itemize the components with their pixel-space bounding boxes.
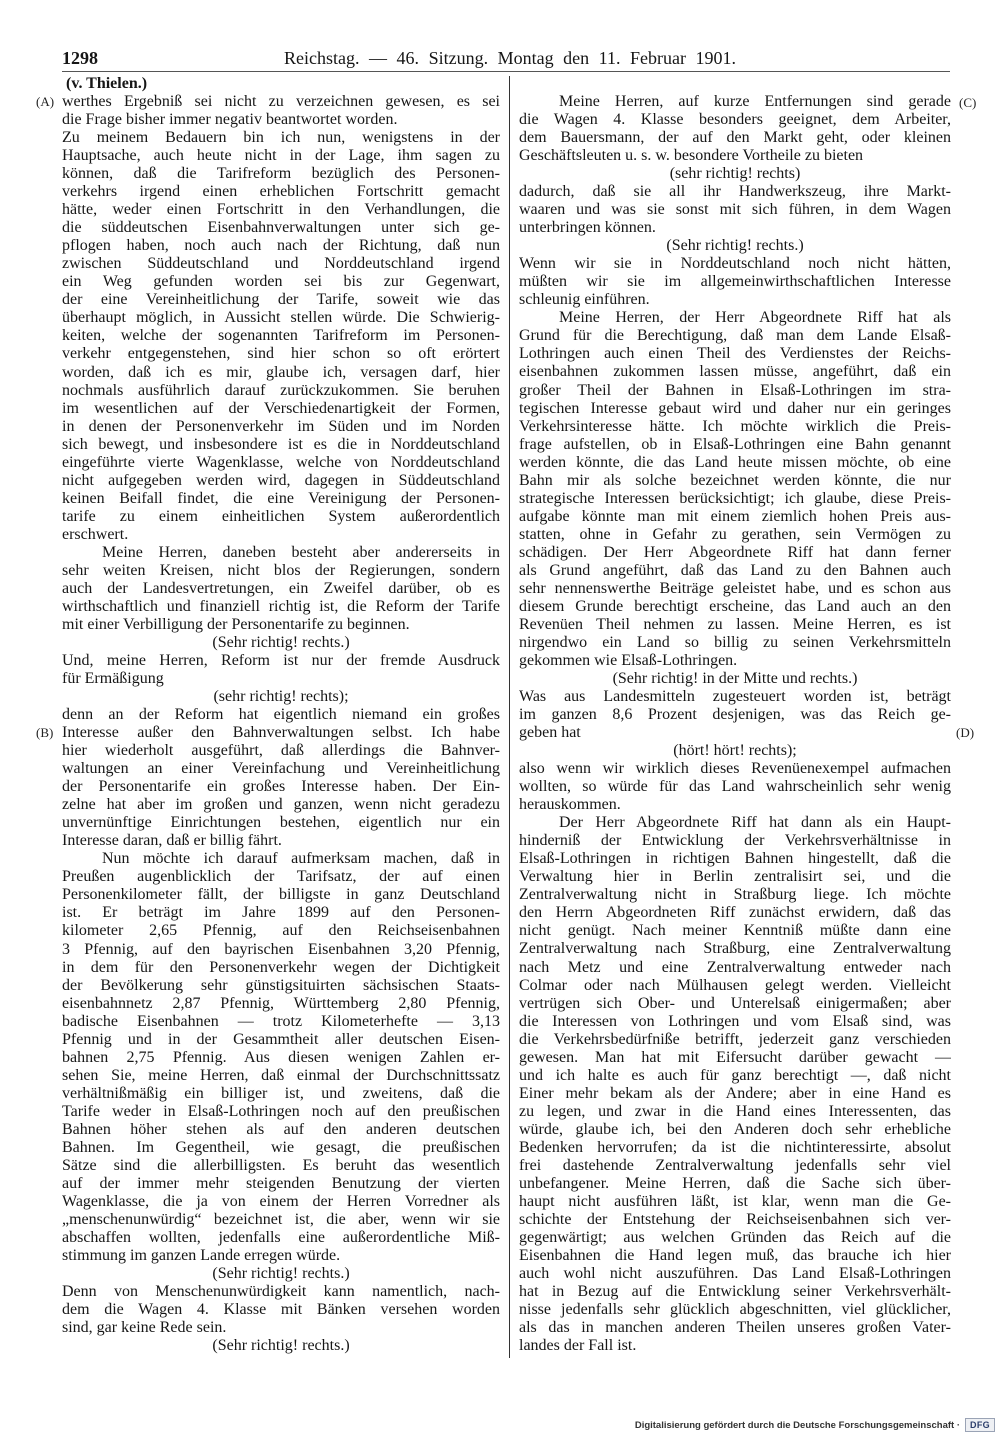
text-line: auch wohl nicht auszuführen. Das Land Elsaß-Lothringen <box>519 1265 951 1283</box>
text-line: sehr nennenswerthe Beiträge geleistet habe, und es schon aus <box>519 579 951 597</box>
margin-mark-a: (A) <box>36 94 55 109</box>
text-line: überhaupt möglich, in Aussicht stellen würde. Die Schwierig- <box>62 309 500 327</box>
text-line: schleunig einführen. <box>519 291 650 309</box>
text-line: in dem für den Personenverkehr wegen der Dichtigkeit <box>62 958 500 976</box>
speaker-name: (v. Thielen.) <box>66 75 148 92</box>
text-line: hat in Bezug auf die Entwicklung seiner Verkehrsverhält- <box>519 1283 951 1301</box>
text-line: Bahnen höher stehen als auf den anderen deutschen <box>62 1120 500 1138</box>
text-line: sind, gar keine Rede sein. <box>62 1319 227 1337</box>
text-line: Tarife weder in Elsaß-Lothringen noch auf den preußischen <box>62 1102 500 1120</box>
text-line: Verkehrsinteresse hätte. Ich möchte wirklich die Preis- <box>519 417 951 435</box>
text-line: zelne hat aber im großen und ganzen, wenn nicht geradezu <box>62 796 500 814</box>
text-line: nach Metz und eine Zentralverwaltung entweder nach <box>519 958 951 976</box>
text-line: in denen der Personenverkehr im Süden und im Norden <box>62 417 500 435</box>
text-line: auch der Landesvertretungen, ein Zweifel darüber, ob es <box>62 579 500 597</box>
text-line: den Herrn Abgeordneten Riff zunächst erwidern, daß das <box>519 904 951 922</box>
header-rule <box>62 71 950 72</box>
interjection: (Sehr richtig! rechts.) <box>666 237 804 255</box>
text-line: hinderniß der Entwicklung der Verkehrsverhältnisse in <box>519 832 951 850</box>
text-line: statten, ohne in Gefahr zu gerathen, sein Vermögen zu <box>519 525 951 543</box>
text-line: Pfennig und in der Gesammtheit aller deutschen Eisen- <box>62 1030 500 1048</box>
text-line: gegenwärtigt; aus welchen Gründen das Reich auf die <box>519 1228 951 1246</box>
text-line: kilometer 2,65 Pfennig, auf den Reichseisenbahnen <box>62 922 500 940</box>
text-line: stimmung im ganzen Lande erregen würde. <box>62 1247 341 1265</box>
text-line: verhältnißmäßig ein billiger ist, und zweitens, daß die <box>62 1084 500 1102</box>
text-line: als Grund angeführt, daß das Land zu den Bahnen auch <box>519 561 951 579</box>
text-line: Geschäftsleuten u. s. w. besondere Vortheile zu bieten <box>519 147 864 165</box>
text-line: frage aufstellen, ob in Elsaß-Lothringen eine Bahn genannt <box>519 435 951 453</box>
text-line: die Verkehrsbedürfniße betrifft, jederzeit ganz verschieden <box>519 1030 951 1048</box>
text-line: Hauptsache, auch heute nicht in der Lage, ihm sagen zu <box>62 147 500 165</box>
text-line: nochmals ausführlich darauf zurückzukommen. Sie beruhen <box>62 381 500 399</box>
text-line: Meine Herren, auf kurze Entfernungen sind gerade <box>559 93 951 110</box>
text-line: für Ermäßigung <box>62 670 164 688</box>
text-line: schädigen. Der Herr Abgeordnete Riff hat dann ferner <box>519 543 951 561</box>
text-line: badische Eisenbahnen — trotz Kilometerhefte — 3,13 <box>62 1012 500 1030</box>
text-line: Bahnen. Im Gegentheil, wie gesagt, die preußischen <box>62 1138 500 1156</box>
text-line: Meine Herren, daneben besteht aber andererseits in <box>102 543 500 561</box>
text-line: verkehrs irgend einen erheblichen Fortschritt gemacht <box>62 183 500 201</box>
interjection: (Sehr richtig! rechts.) <box>212 633 350 651</box>
text-line: worden, daß ich es mir, glaube ich, versagen darf, hier <box>62 363 500 381</box>
text-line: hätte, weder einen Fortschritt in den Verhandlungen, die <box>62 201 500 219</box>
text-line: Einer mehr bekam als der Andere; aber in eine Hand es <box>519 1084 951 1102</box>
text-line: unbefangener. Meine Herren, daß die Sache sich über- <box>519 1174 951 1192</box>
margin-mark-b: (B) <box>36 725 54 740</box>
text-line: großer Theil der Bahnen in Elsaß-Lothringen im stra- <box>519 381 951 399</box>
text-line: Zu meinem Bedauern bin ich nun, wenigstens in der <box>62 129 500 147</box>
text-line: geben hat <box>519 724 581 742</box>
text-line: strategische Interessen berücksichtigt; ich glaube, diese Preis- <box>519 489 951 507</box>
text-line: hier wiederholt ausgeführt, daß allerdings die Bahnver- <box>62 742 500 760</box>
text-line: nisse jedenfalls sehr glücklich abgeschnitten, viel glücklicher, <box>519 1301 951 1319</box>
text-line: Der Herr Abgeordnete Riff hat dann als ein Haupt- <box>559 814 951 832</box>
text-line: nirgendwo ein Land so billig zu seinen Verkehrsmitteln <box>519 633 951 651</box>
text-line: Verwaltung hier in Berlin zentralisirt sei, und die <box>519 868 951 886</box>
text-line: gekommen wie Elsaß-Lothringen. <box>519 651 738 669</box>
text-line: Grund für die Berechtigung, daß man dem Lande Elsaß- <box>519 327 951 345</box>
text-line: verkehr entgegenstehen, sind hier schon so oft erörtert <box>62 345 500 363</box>
text-line: unterbringen können. <box>519 219 656 237</box>
interjection: (sehr richtig! rechts) <box>669 165 801 183</box>
text-line: haupt nicht ausführen läßt, ist klar, wenn man die Ge- <box>519 1192 951 1210</box>
text-line: sehen Sie, meine Herren, daß einmal der Durchschnittssatz <box>62 1066 500 1084</box>
text-line: gewesen. Man hat mit Eifersucht darüber gewacht — <box>519 1048 951 1066</box>
text-line: pflogen haben, noch auch nach der Richtung, daß nun <box>62 237 500 255</box>
left-column <box>62 75 500 1355</box>
text-line: und ich halte es auch für ganz berechtigt —, daß nicht <box>519 1066 951 1084</box>
column-divider <box>509 76 510 1358</box>
text-line: Wagenklasse, die ja von einem der Herren Vorredner als <box>62 1192 500 1210</box>
text-line: aufgabe könnte man mit einem ziemlich hohen Preis aus- <box>519 507 951 525</box>
interjection: (sehr richtig! rechts); <box>213 688 349 706</box>
text-line: die Interessen von Lothringen und vom Elsaß sind, was <box>519 1012 951 1030</box>
text-line: nicht aufgegeben werden wird, dagegen in Süddeutschland <box>62 471 500 489</box>
text-line: Meine Herren, der Herr Abgeordnete Riff hat als <box>559 309 951 327</box>
text-line: die Frage bisher immer negativ beantwortet worden. <box>62 111 398 129</box>
text-line: sehr weiten Kreisen, nicht blos der Regierungen, sondern <box>62 561 500 579</box>
text-line: zu legen, und zwar in die Hand eines Interessenten, das <box>519 1102 951 1120</box>
interjection: (Sehr richtig! rechts.) <box>212 1337 350 1355</box>
page-number: 1298 <box>62 48 98 68</box>
text-line: zwischen Süddeutschland und Norddeutschland irgend <box>62 255 500 273</box>
text-line: Zentralverwaltung nicht in Straßburg liege. Ich möchte <box>519 886 951 904</box>
text-line: unvernünftige Einrichtungen bestehen, eigentlich nur ein <box>62 814 500 832</box>
text-line: müßten wir sie im allgemeinwirthschaftlichen Interesse <box>519 273 951 291</box>
text-line: eisenbahnnetz 2,87 Pfennig, Württemberg 2,80 Pfennig, <box>62 994 500 1012</box>
text-line: mit einer Verbilligung der Personentarife zu beginnen. <box>62 615 410 633</box>
text-line: ist. Er beträgt im Jahre 1899 auf den Personen- <box>62 904 500 922</box>
text-line: Nun möchte ich darauf aufmerksam machen, daß in <box>102 850 500 868</box>
text-line: dem Bauersmann, der auf den Markt geht, oder kleinen <box>519 129 951 147</box>
text-line: landes der Fall ist. <box>519 1337 637 1355</box>
text-line: keinen Beifall findet, die eine Vereinigung der Personen- <box>62 489 500 507</box>
text-line: können, daß die Tarifreform bezüglich des Personen- <box>62 165 500 183</box>
text-line: der Personentarife ein großes Interesse haben. Der Ein- <box>62 778 500 796</box>
text-line: denn an der Reform hat eigentlich niemand ein großes <box>62 706 500 724</box>
text-line: ein Weg gefunden worden sei bis zur Gegenwart, <box>62 273 500 291</box>
text-line: 3 Pfennig, auf den bayrischen Eisenbahnen 3,20 Pfennig, <box>62 940 500 958</box>
text-line: Zentralverwaltung nach Straßburg, eine Zentralverwaltung <box>519 940 951 958</box>
text-line: dadurch, daß sie all ihr Handwerkszeug, ihre Markt- <box>519 183 951 201</box>
text-line: Lothringen auch einen Theil des Verdienstes der Reichs- <box>519 345 951 363</box>
text-line: vertrügen sich Ober- und Unterelsaß einigermaßen; aber <box>519 994 951 1012</box>
text-line: die süddeutschen Eisenbahnverwaltungen unter sich ge- <box>62 219 500 237</box>
text-line: dem die Wagen 4. Klasse mit Bänken versehen worden <box>62 1301 500 1319</box>
text-line: Revenüen Theil nehmen zu lassen. Meine Herren, es ist <box>519 615 951 633</box>
text-line: erschwert. <box>62 525 129 543</box>
text-line: nicht genügt. Nach meiner Kenntniß müßte dann eine <box>519 922 951 940</box>
text-line: Colmar oder nach Mülhausen gelegt werden. Vielleicht <box>519 976 951 994</box>
text-line: waltungen an einer Vereinfachung und Vereinheitlichung <box>62 760 500 778</box>
text-line: würde, glaube ich, bei den Anderen doch sehr erhebliche <box>519 1120 951 1138</box>
text-line: diesem Grunde berechtigt erscheine, das Land auch an den <box>519 597 951 615</box>
text-line: wirthschaftlich und finanziell richtig ist, die Reform der Tarife <box>62 597 500 615</box>
text-line: keiten, welche der sogenannten Tarifreform im Personen- <box>62 327 500 345</box>
text-line: die Wagen 4. Klasse besonders geeignet, dem Arbeiter, <box>519 111 951 129</box>
dfg-logo: DFG <box>965 1418 995 1432</box>
text-line: im ganzen 8,6 Prozent desjenigen, was das Reich ge- <box>519 706 951 724</box>
right-column <box>519 93 951 1355</box>
text-line: frei dastehende Zentralverwaltung jedenfalls sehr viel <box>519 1156 951 1174</box>
text-line: tegischen Interesse gebaut wird und daher nur ein geringes <box>519 399 951 417</box>
margin-mark-c: (C) <box>959 95 977 110</box>
text-line: Bedenken hervorrufen; da ist die nichtinteressirte, absolut <box>519 1138 951 1156</box>
interjection: (Sehr richtig! rechts.) <box>212 1265 350 1283</box>
interjection: (Sehr richtig! in der Mitte und rechts.) <box>612 670 858 687</box>
text-line: eisenbahnen zukommen lassen müsse, angeführt, daß ein <box>519 363 951 381</box>
text-line: der eine Vereinheitlichung der Tarife, soweit wie das <box>62 291 500 309</box>
text-line: Was aus Landesmitteln zugesteuert worden ist, beträgt <box>519 688 951 706</box>
text-line: werthes Ergebniß sei nicht zu verzeichnen gewesen, es sei <box>62 93 500 111</box>
text-line: Preußen augenblicklich der Tarifsatz, der auf einen <box>62 868 500 886</box>
text-line: also wenn wir wirklich dieses Revenüenexempel aufmachen <box>519 760 951 778</box>
text-line: Wenn wir sie in Norddeutschland noch nicht hätten, <box>519 255 951 273</box>
text-line: Sätze sind die allerbilligsten. Es beruht das wesentlich <box>62 1156 500 1174</box>
text-line: herauskommen. <box>519 796 621 814</box>
text-line: Elsaß-Lothringen in richtigen Bahnen hingestellt, daß die <box>519 850 951 868</box>
text-line: Eisenbahnen die Hand legen muß, das brauche ich hier <box>519 1247 951 1264</box>
funding-notice: Digitalisierung gefördert durch die Deutsche Forschungsgemeinschaft · <box>634 1420 960 1431</box>
text-line: schichte der Entstehung der Reichseisenbahnen sich ver- <box>519 1210 951 1228</box>
text-line: wollten, so würde für das Land wahrscheinlich sehr wenig <box>519 778 951 796</box>
text-line: waaren und was sie sonst mit sich führen, in dem Wagen <box>519 201 951 219</box>
interjection: (hört! hört! rechts); <box>673 742 797 760</box>
text-line: werden könnte, die das Land heute missen möchte, ob eine <box>519 453 951 471</box>
text-line: der Bevölkerung sehr günstigsituirten sächsischen Staats- <box>62 976 500 994</box>
text-line: Interesse daran, daß er billig fährt. <box>62 832 282 850</box>
margin-mark-d: (D) <box>956 725 975 740</box>
text-line: tarife zu einem einheitlichen System außerordentlich <box>62 507 500 525</box>
text-line: abschaffen wollten, jedenfalls eine außerordentliche Miß- <box>62 1229 500 1246</box>
page-header-title: Reichstag. — 46. Sitzung. Montag den 11. Februar 1901. <box>284 48 736 68</box>
text-line: als das in manchen anderen Theilen unseres großen Vater- <box>519 1319 951 1337</box>
text-line: eingeführte vierte Wagenklasse, welche von Norddeutschland <box>62 453 500 471</box>
text-line: sich bewegt, und insbesondere ist es die in Norddeutschland <box>62 435 500 453</box>
text-line: im wesentlichen auf der Verschiedenartigkeit der Formen, <box>62 399 500 417</box>
text-line: Personenkilometer fällt, der billigste in ganz Deutschland <box>62 886 500 904</box>
text-line: bahnen 2,75 Pfennig. Aus diesen wenigen Zahlen er- <box>62 1048 500 1066</box>
text-line: Und, meine Herren, Reform ist nur der fremde Ausdruck <box>62 652 500 669</box>
text-line: Bahn mir als solche bezeichnet werden könnte, die nur <box>519 471 951 489</box>
text-line: „menschenunwürdig“ bezeichnet ist, die aber, wenn wir sie <box>62 1210 500 1228</box>
text-line: Denn von Menschenunwürdigkeit kann namentlich, nach- <box>62 1283 500 1301</box>
text-line: auf der immer mehr steigenden Benutzung der vierten <box>62 1174 500 1192</box>
text-line: Interesse außer den Bahnverwaltungen selbst. Ich habe <box>62 724 500 742</box>
